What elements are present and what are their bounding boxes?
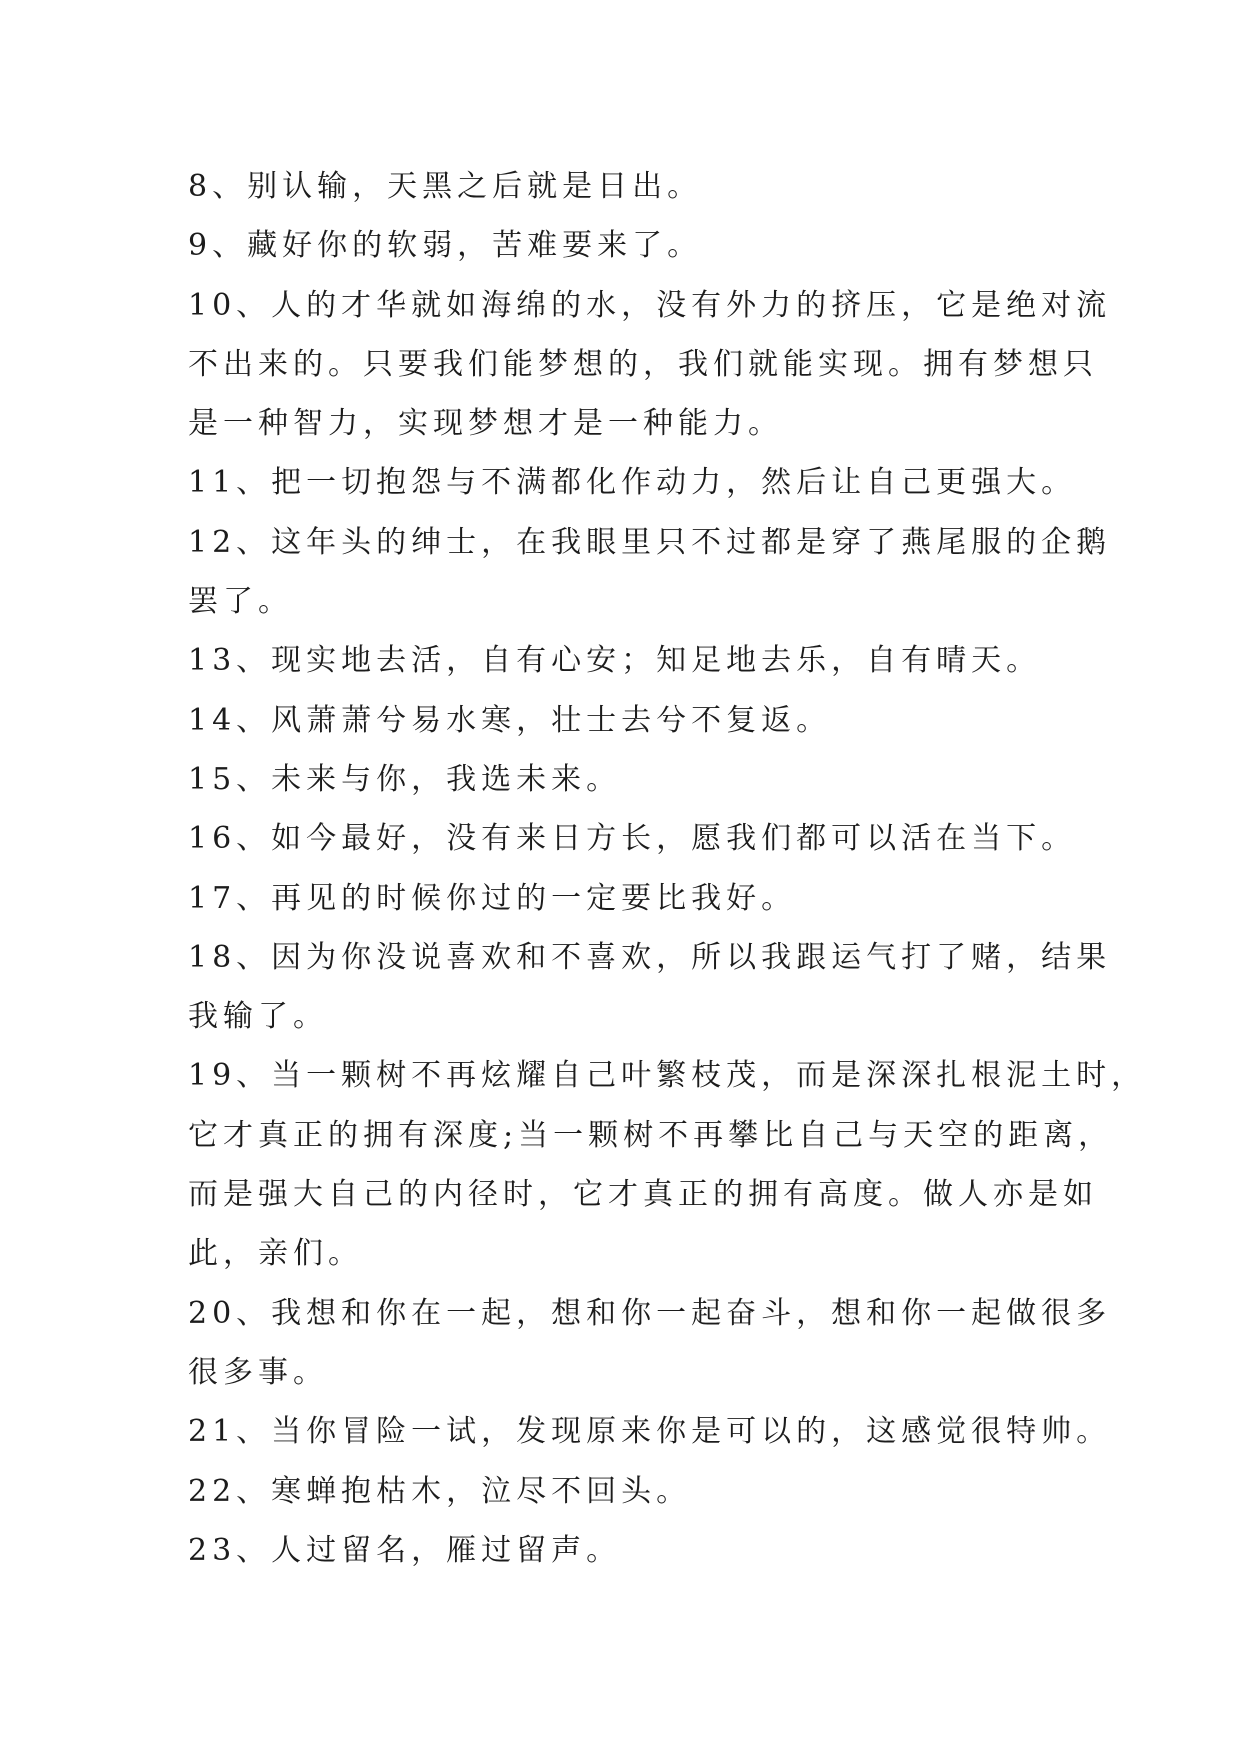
text-line: 是一种智力，实现梦想才是一种能力。 [188,406,783,442]
text-line: 16、如今最好，没有来日方长，愿我们都可以活在当下。 [188,821,1077,857]
text-line: 18、因为你没说喜欢和不喜欢，所以我跟运气打了赌，结果 [188,939,1112,975]
paragraph-22 [188,1462,1201,1521]
text-line: 11、把一切抱怨与不满都化作动力，然后让自己更强大。 [188,465,1077,501]
paragraph-9 [188,216,1201,275]
paragraph-15 [188,750,1201,809]
text-line: 罢了。 [188,584,293,620]
text-line: 20、我想和你在一起，想和你一起奋斗，想和你一起做很多 [188,1295,1112,1331]
text-line: 我输了。 [188,999,328,1035]
text-line: 13、现实地去活，自有心安；知足地去乐，自有晴天。 [188,643,1042,679]
text-line: 15、未来与你，我选未来。 [188,761,622,797]
text-line: 而是强大自己的内径时，它才真正的拥有高度。做人亦是如 [188,1177,1098,1213]
paragraph-8 [188,157,1201,216]
text-line: 12、这年头的绅士，在我眼里只不过都是穿了燕尾服的企鹅 [188,524,1112,560]
paragraph-12 [188,513,1201,632]
text-line: 不出来的。只要我们能梦想的，我们就能实现。拥有梦想只 [188,346,1098,382]
paragraph-20 [188,1284,1201,1403]
text-line: 很多事。 [188,1354,328,1390]
paragraph-17 [188,869,1201,928]
text-line: 9、藏好你的软弱，苦难要来了。 [188,228,703,264]
text-line: 21、当你冒险一试，发现原来你是可以的，这感觉很特帅。 [188,1414,1112,1450]
paragraph-21 [188,1402,1201,1461]
text-line: 19、当一颗树不再炫耀自己叶繁枝茂，而是深深扎根泥土时， [188,1058,1147,1094]
text-line: 14、风萧萧兮易水寒，壮士去兮不复返。 [188,702,832,738]
paragraph-23 [188,1521,1201,1580]
text-line: 8、别认输，天黑之后就是日出。 [188,169,703,204]
text-line: 此，亲们。 [188,1236,363,1272]
text-line: 它才真正的拥有深度;当一颗树不再攀比自己与天空的距离， [188,1117,1114,1153]
paragraph-14 [188,691,1201,750]
paragraph-18 [188,928,1201,1047]
paragraph-19 [188,1046,1201,1283]
text-line: 23、人过留名，雁过留声。 [188,1532,622,1568]
text-line: 22、寒蝉抱枯木，泣尽不回头。 [188,1473,692,1509]
text-line: 10、人的才华就如海绵的水，没有外力的挤压，它是绝对流 [188,287,1112,323]
paragraph-10 [188,276,1201,454]
paragraph-11 [188,453,1201,512]
paragraph-16 [188,809,1201,868]
paragraph-13 [188,631,1201,690]
text-line: 17、再见的时候你过的一定要比我好。 [188,880,797,916]
